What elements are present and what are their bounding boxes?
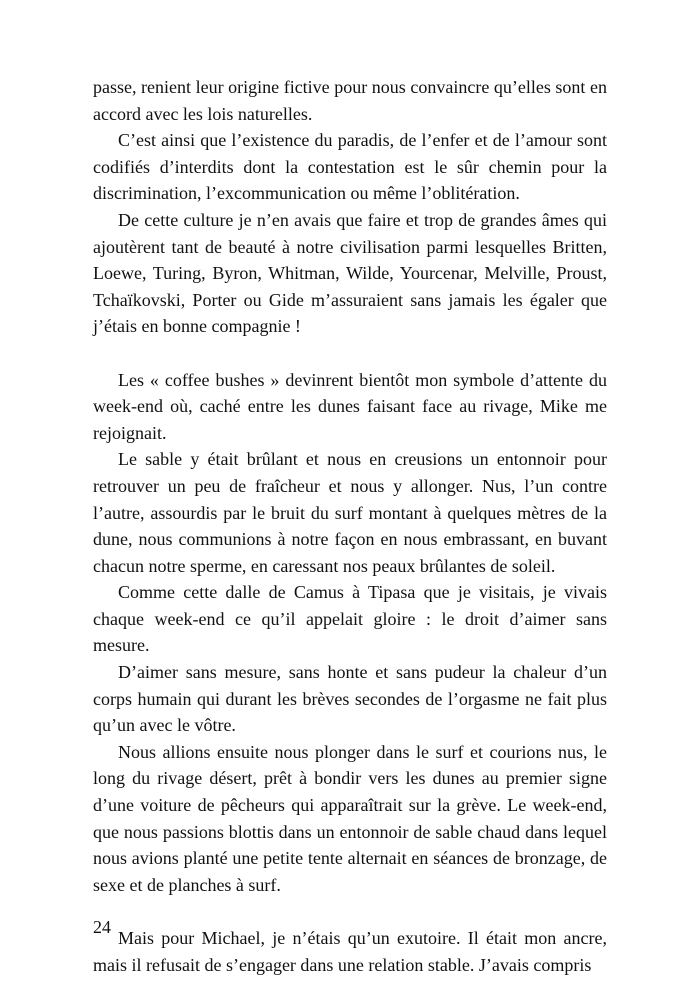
paragraph-3: De cette culture je n’en avais que faire et trop de grandes âmes qui ajoutèrent tant de beauté à notre civilisation parmi lesquelles Britten, Loewe, Turing, Byron, Whitman, Wilde, Yourcenar, Melville, Proust, Tchaïkovski, Porter ou Gide m’assuraient sans jamais les égaler que j’étais en bonne compagnie ! [93,209,607,337]
section-gap-2 [93,898,607,925]
paragraph-7: D’aimer sans mesure, sans honte et sans pudeur la chaleur d’un corps humain qui durant les brèves secondes de l’orgasme ne fait plus qu’un avec le vôtre. [93,662,607,736]
paragraph-8: Nous allions ensuite nous plonger dans le surf et courions nus, le long du rivage désert, prêt à bondir vers les dunes au premier signe d’une voiture de pêcheurs qui apparaîtrait sur la grève. Le week-end, que nous passions blottis dans un entonnoir de sable chaud dans lequel nous avions planté une petite tente alternait en séances de bronzage, de sexe et de planches à surf. [93,741,607,895]
paragraph-4: Les « coffee bushes » devinrent bientôt mon symbole d’attente du week-end où, caché entre les dunes faisant face au rivage, Mike me rejoignait. [93,369,607,443]
paragraph-9: Mais pour Michael, je n’étais qu’un exutoire. Il était mon ancre, mais il refusait de s’engager dans une relation stable. J’avais compris [93,928,607,975]
paragraph-5: Le sable y était brûlant et nous en creusions un entonnoir pour retrouver un peu de fraîcheur et nous y allonger. Nus, l’un contre l’autre, assourdis par le bruit du surf montant à quelques mètres de la dune, nous communions à notre façon en nous embrassant, en buvant chacun notre sperme, en caressant nos peaux brûlantes de soleil. [93,449,607,576]
page-body [93,74,607,978]
paragraph-2: C’est ainsi que l’existence du paradis, de l’enfer et de l’amour sont codifiés d’interdits dont la contestation est le sûr chemin pour la discrimination, l’excommunication ou même l’oblitération. [93,130,607,204]
page-number: 24 [93,917,111,937]
section-gap-1 [93,340,607,367]
paragraph-6: Comme cette dalle de Camus à Tipasa que je visitais, je vivais chaque week-end ce qu’il appelait gloire : le droit d’aimer sans mesure. [93,582,607,656]
paragraph-1: passe, renient leur origine fictive pour nous convaincre qu’elles sont en accord avec les lois naturelles. [93,77,607,124]
